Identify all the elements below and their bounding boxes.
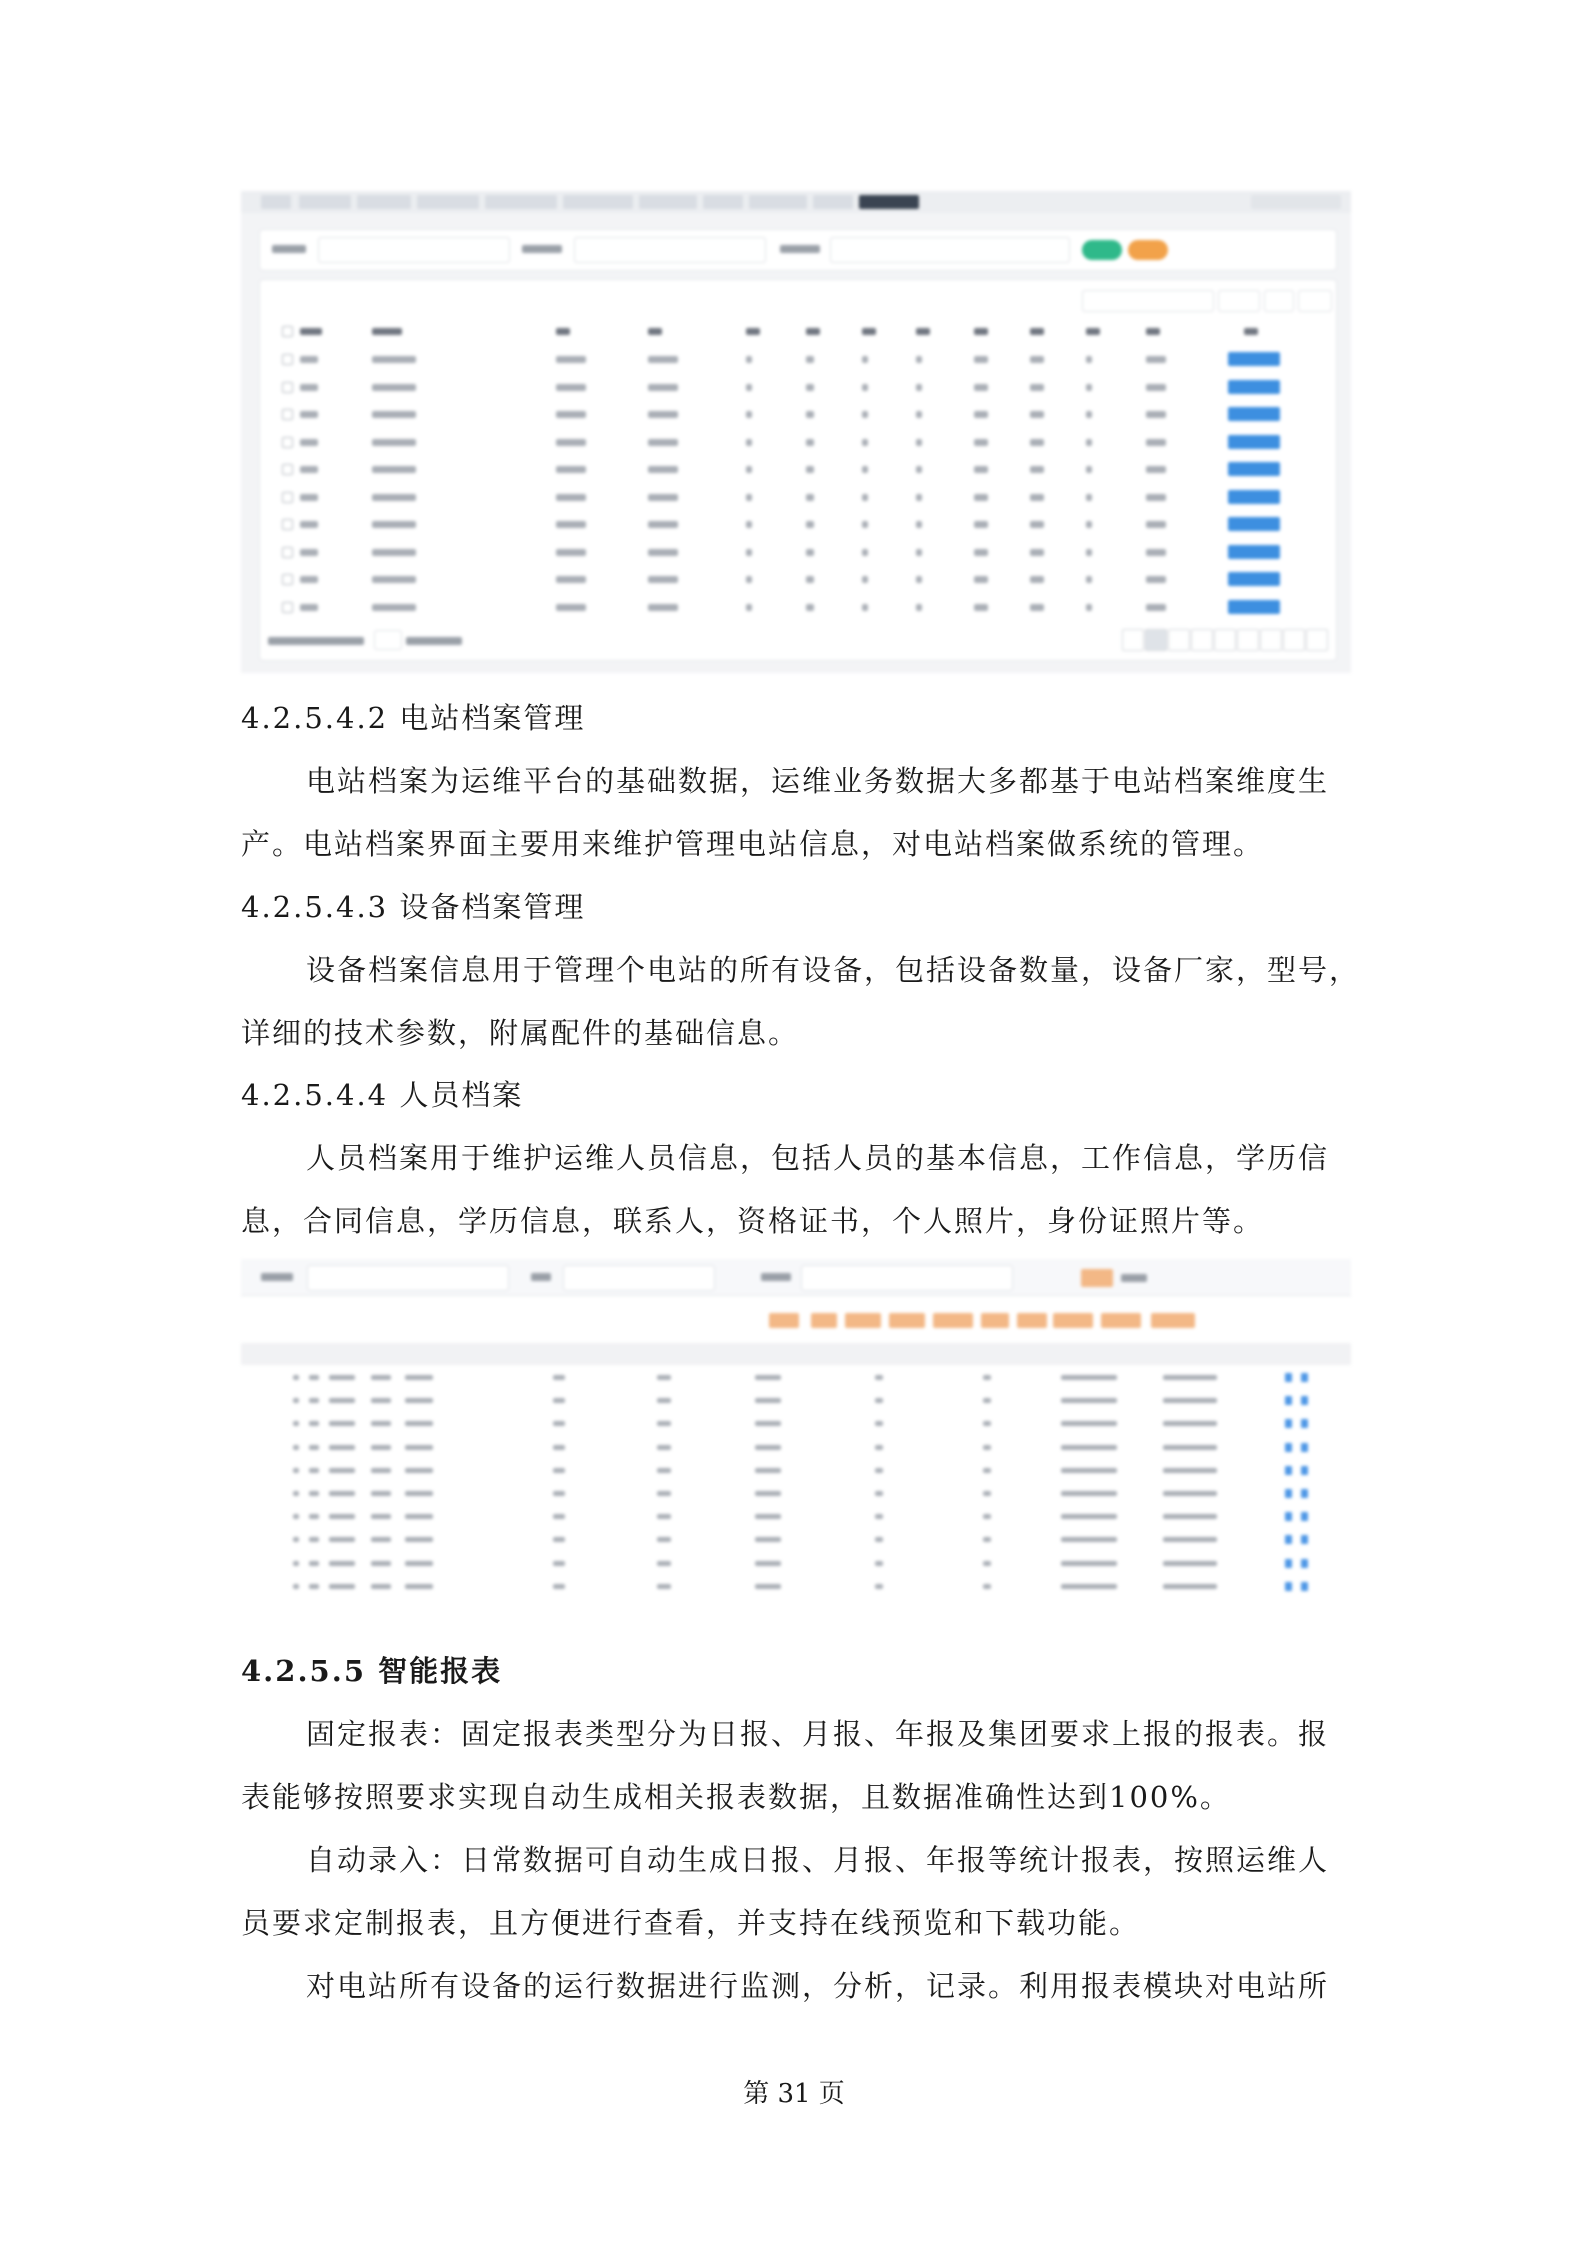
person-row[interactable] <box>241 1553 1351 1575</box>
toolbar-button[interactable] <box>811 1313 837 1328</box>
person-search-button[interactable] <box>1081 1269 1113 1287</box>
table-header <box>260 318 1336 345</box>
table-row[interactable] <box>260 374 1336 401</box>
heading-4-2-5-5: 4.2.5.5 智能报表 <box>241 1654 503 1688</box>
page-number: 第 31 页 <box>743 2079 845 2109</box>
heading-4-2-5-4-4: 4.2.5.4.4 人员档案 <box>241 1078 524 1112</box>
export-button[interactable] <box>1298 290 1332 312</box>
table-row[interactable] <box>260 346 1336 373</box>
person-row[interactable] <box>241 1506 1351 1528</box>
edit-icon[interactable] <box>1285 1373 1292 1382</box>
paragraph-auto-line2: 员要求定制报表，且方便进行查看，并支持在线预览和下载功能。 <box>241 1906 1141 1940</box>
edit-icon[interactable] <box>1285 1466 1292 1475</box>
station-name-input[interactable] <box>318 237 510 263</box>
person-row[interactable] <box>241 1413 1351 1435</box>
row-action-button[interactable] <box>1228 380 1280 394</box>
row-checkbox[interactable] <box>282 464 293 475</box>
filter-card <box>259 229 1337 271</box>
toolbar-button[interactable] <box>1101 1313 1141 1328</box>
edit-icon[interactable] <box>1285 1419 1292 1428</box>
table-row[interactable] <box>260 401 1336 428</box>
search-button[interactable] <box>1082 240 1122 260</box>
toolbar-button[interactable] <box>769 1313 799 1328</box>
unit-select[interactable] <box>830 237 1070 263</box>
view-icon[interactable] <box>1301 1489 1308 1498</box>
paragraph-person-line1: 人员档案用于维护运维人员信息，包括人员的基本信息，工作信息，学历信 <box>306 1141 1330 1175</box>
row-checkbox[interactable] <box>282 519 293 530</box>
row-action-button[interactable] <box>1228 490 1280 504</box>
columns-toggle[interactable] <box>1264 290 1294 312</box>
table-row[interactable] <box>260 539 1336 566</box>
view-icon[interactable] <box>1301 1466 1308 1475</box>
toolbar-button[interactable] <box>1151 1313 1195 1328</box>
pagination-button[interactable] <box>1168 629 1190 651</box>
row-action-button[interactable] <box>1228 600 1280 614</box>
station-code-input[interactable] <box>574 237 766 263</box>
pagination-button[interactable] <box>1122 629 1144 651</box>
view-icon[interactable] <box>1301 1535 1308 1544</box>
row-checkbox[interactable] <box>282 492 293 503</box>
row-action-button[interactable] <box>1228 572 1280 586</box>
table-row[interactable] <box>260 456 1336 483</box>
paragraph-device-line1: 设备档案信息用于管理个电站的所有设备，包括设备数量，设备厂家，型号， <box>306 953 1361 987</box>
pagination-button[interactable] <box>1214 629 1236 651</box>
person-row[interactable] <box>241 1483 1351 1505</box>
edit-icon[interactable] <box>1285 1396 1292 1405</box>
view-icon[interactable] <box>1301 1373 1308 1382</box>
edit-icon[interactable] <box>1285 1443 1292 1452</box>
view-icon[interactable] <box>1301 1443 1308 1452</box>
toolbar-group[interactable] <box>1218 290 1260 312</box>
paragraph-person-line2: 息，合同信息，学历信息，联系人，资格证书，个人照片，身份证照片等。 <box>241 1204 1265 1238</box>
person-row[interactable] <box>241 1576 1351 1598</box>
toolbar-button[interactable] <box>845 1313 881 1328</box>
toolbar-button[interactable] <box>933 1313 973 1328</box>
toolbar-button[interactable] <box>1017 1313 1047 1328</box>
edit-icon[interactable] <box>1285 1582 1292 1591</box>
row-action-button[interactable] <box>1228 352 1280 366</box>
person-name-input[interactable] <box>307 1265 509 1291</box>
toolbar-button[interactable] <box>1053 1313 1093 1328</box>
row-checkbox[interactable] <box>282 602 293 613</box>
table-row[interactable] <box>260 484 1336 511</box>
view-icon[interactable] <box>1301 1512 1308 1521</box>
paragraph-station-line2: 产。电站档案界面主要用来维护管理电站信息，对电站档案做系统的管理。 <box>241 827 1265 861</box>
toolbar-button[interactable] <box>981 1313 1009 1328</box>
person-table-header <box>241 1343 1351 1365</box>
person-row[interactable] <box>241 1529 1351 1551</box>
row-action-button[interactable] <box>1228 435 1280 449</box>
pagination-button[interactable] <box>1237 629 1259 651</box>
heading-4-2-5-4-3: 4.2.5.4.3 设备档案管理 <box>241 890 586 924</box>
table-search-input[interactable] <box>1082 290 1214 312</box>
person-row[interactable] <box>241 1367 1351 1389</box>
station-archive-screenshot <box>241 191 1351 673</box>
edit-icon[interactable] <box>1285 1535 1292 1544</box>
row-checkbox[interactable] <box>282 437 293 448</box>
view-icon[interactable] <box>1301 1396 1308 1405</box>
row-checkbox[interactable] <box>282 547 293 558</box>
pagination-button[interactable] <box>1260 629 1282 651</box>
table-row[interactable] <box>260 429 1336 456</box>
view-icon[interactable] <box>1301 1582 1308 1591</box>
edit-icon[interactable] <box>1285 1559 1292 1568</box>
row-checkbox[interactable] <box>282 574 293 585</box>
paragraph-monitor-line1: 对电站所有设备的运行数据进行监测，分析，记录。利用报表模块对电站所 <box>306 1969 1330 2003</box>
pagination-button[interactable] <box>1191 629 1213 651</box>
row-action-button[interactable] <box>1228 462 1280 476</box>
person-dept-input[interactable] <box>801 1265 1013 1291</box>
row-action-button[interactable] <box>1228 517 1280 531</box>
toolbar-button[interactable] <box>889 1313 925 1328</box>
table-row[interactable] <box>260 566 1336 593</box>
person-row[interactable] <box>241 1460 1351 1482</box>
person-row[interactable] <box>241 1390 1351 1412</box>
table-row[interactable] <box>260 594 1336 621</box>
heading-4-2-5-4-2: 4.2.5.4.2 电站档案管理 <box>241 701 586 735</box>
pagination-button[interactable] <box>1306 629 1328 651</box>
view-icon[interactable] <box>1301 1419 1308 1428</box>
edit-icon[interactable] <box>1285 1489 1292 1498</box>
person-row[interactable] <box>241 1437 1351 1459</box>
paragraph-auto-line1: 自动录入：日常数据可自动生成日报、月报、年报等统计报表，按照运维人 <box>306 1843 1330 1877</box>
paragraph-fixed-line2: 表能够按照要求实现自动生成相关报表数据，且数据准确性达到100%。 <box>241 1780 1231 1814</box>
view-icon[interactable] <box>1301 1559 1308 1568</box>
tab-bar <box>241 191 1351 214</box>
row-checkbox[interactable] <box>282 382 293 393</box>
pagination-button[interactable] <box>1283 629 1305 651</box>
paragraph-device-line2: 详细的技术参数，附属配件的基础信息。 <box>241 1016 800 1050</box>
row-action-button[interactable] <box>1228 407 1280 421</box>
pagination-button[interactable] <box>1145 629 1167 651</box>
paragraph-station-line1: 电站档案为运维平台的基础数据，运维业务数据大多都基于电站档案维度生 <box>306 764 1330 798</box>
reset-button[interactable] <box>1128 240 1168 260</box>
person-code-input[interactable] <box>563 1265 715 1291</box>
row-checkbox[interactable] <box>282 409 293 420</box>
paragraph-fixed-line1: 固定报表：固定报表类型分为日报、月报、年报及集团要求上报的报表。报 <box>306 1717 1330 1751</box>
edit-icon[interactable] <box>1285 1512 1292 1521</box>
personnel-archive-screenshot <box>241 1259 1351 1649</box>
row-checkbox[interactable] <box>282 354 293 365</box>
row-action-button[interactable] <box>1228 545 1280 559</box>
table-row[interactable] <box>260 511 1336 538</box>
table-card <box>259 279 1337 661</box>
